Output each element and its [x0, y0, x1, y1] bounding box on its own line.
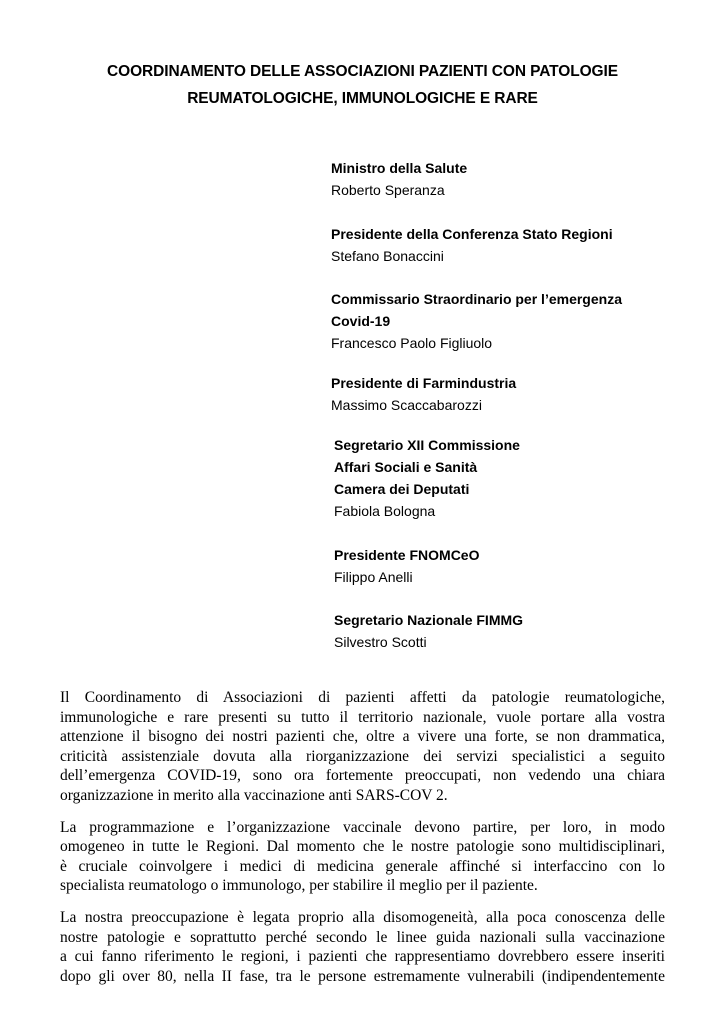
addressee-name: Stefano Bonaccini — [331, 248, 444, 264]
paragraph-line: dopo gli over 80, nella II fase, tra le persone estremamente vulnerabili (indipendentemente — [60, 967, 665, 985]
addressee-role: Presidente della Conferenza Stato Regioni — [331, 226, 613, 242]
addressee-covid-commissioner — [331, 288, 622, 354]
addressee-role: Covid-19 — [331, 313, 391, 329]
addressee-role: Presidente FNOMCeO — [334, 547, 480, 563]
paragraph-line: nostre patologie e soprattutto perché secondo le linee guida nazionali sulla vaccinazione — [60, 928, 665, 946]
paragraph-line: a cui fanno riferimento le regioni, i pazienti che rappresentiamo dovrebbero essere inseriti — [60, 948, 665, 966]
header-line-2: REUMATOLOGICHE, IMMUNOLOGICHE E RARE — [187, 90, 538, 107]
paragraph-line: La programmazione e l’organizzazione vaccinale devono partire, per loro, in modo — [60, 818, 665, 836]
addressee-commission-secretary — [334, 434, 520, 522]
paragraph-line: criticità assistenziale dovuta alla riorganizzazione dei servizi specialistici a seguito — [60, 747, 665, 765]
addressee-farmindustria-president — [331, 372, 516, 416]
addressee-name: Silvestro Scotti — [334, 634, 427, 650]
addressee-name: Roberto Speranza — [331, 182, 445, 198]
paragraph-line: è cruciale coinvolgere i medici di medicina generale affinché si interfaccino con lo — [60, 857, 665, 875]
addressee-name: Fabiola Bologna — [334, 503, 436, 519]
addressee-role: Segretario Nazionale FIMMG — [334, 612, 524, 628]
letter-body — [60, 688, 665, 986]
addressee-role: Ministro della Salute — [331, 160, 468, 176]
addressee-role: Presidente di Farmindustria — [331, 375, 517, 391]
addressee-name: Massimo Scaccabarozzi — [331, 397, 482, 413]
addressee-fnomceo-president — [334, 544, 479, 588]
addressee-name: Francesco Paolo Figliuolo — [331, 335, 493, 351]
paragraph-line: omogeneo in tutte le Regioni. Dal momento che le nostre patologie sono multidisciplinari, — [60, 838, 665, 856]
paragraph-line: specialista reumatologo o immunologo, per stabilire il meglio per il paziente. — [60, 877, 538, 895]
paragraph-line: La nostra preoccupazione è legata proprio alla disomogeneità, alla poca conoscenza delle — [60, 908, 665, 926]
header-line-1: COORDINAMENTO DELLE ASSOCIAZIONI PAZIENTI CON PATOLOGIE — [107, 63, 618, 80]
addressee-fimmg-secretary — [334, 609, 523, 653]
body-paragraph-2 — [60, 818, 665, 896]
addressee-role: Commissario Straordinario per l’emergenza — [331, 291, 622, 307]
paragraph-line: attenzione il bisogno dei nostri pazienti che, oltre a vivere una forte, se non drammatica, — [60, 728, 665, 746]
paragraph-line: organizzazione in merito alla vaccinazione anti SARS-COV 2. — [60, 786, 448, 804]
document-header — [60, 58, 665, 112]
paragraph-line: dell’emergenza COVID-19, sono ora fortemente preoccupati, non vedendo una chiara — [60, 767, 665, 785]
addressee-role: Affari Sociali e Sanità — [334, 459, 478, 475]
addressee-conference-president — [331, 223, 613, 267]
paragraph-line: Il Coordinamento di Associazioni di pazienti affetti da patologie reumatologiche, — [60, 689, 665, 706]
body-paragraph-3 — [60, 908, 665, 986]
body-paragraph-1 — [60, 688, 665, 806]
addressee-role: Segretario XII Commissione — [334, 437, 520, 453]
addressee-name: Filippo Anelli — [334, 569, 413, 585]
addressee-role: Camera dei Deputati — [334, 481, 470, 497]
addressee-health-minister — [331, 157, 467, 201]
paragraph-line: immunologiche e rare presenti su tutto il territorio nazionale, vuole portare alla vostra — [60, 708, 665, 726]
